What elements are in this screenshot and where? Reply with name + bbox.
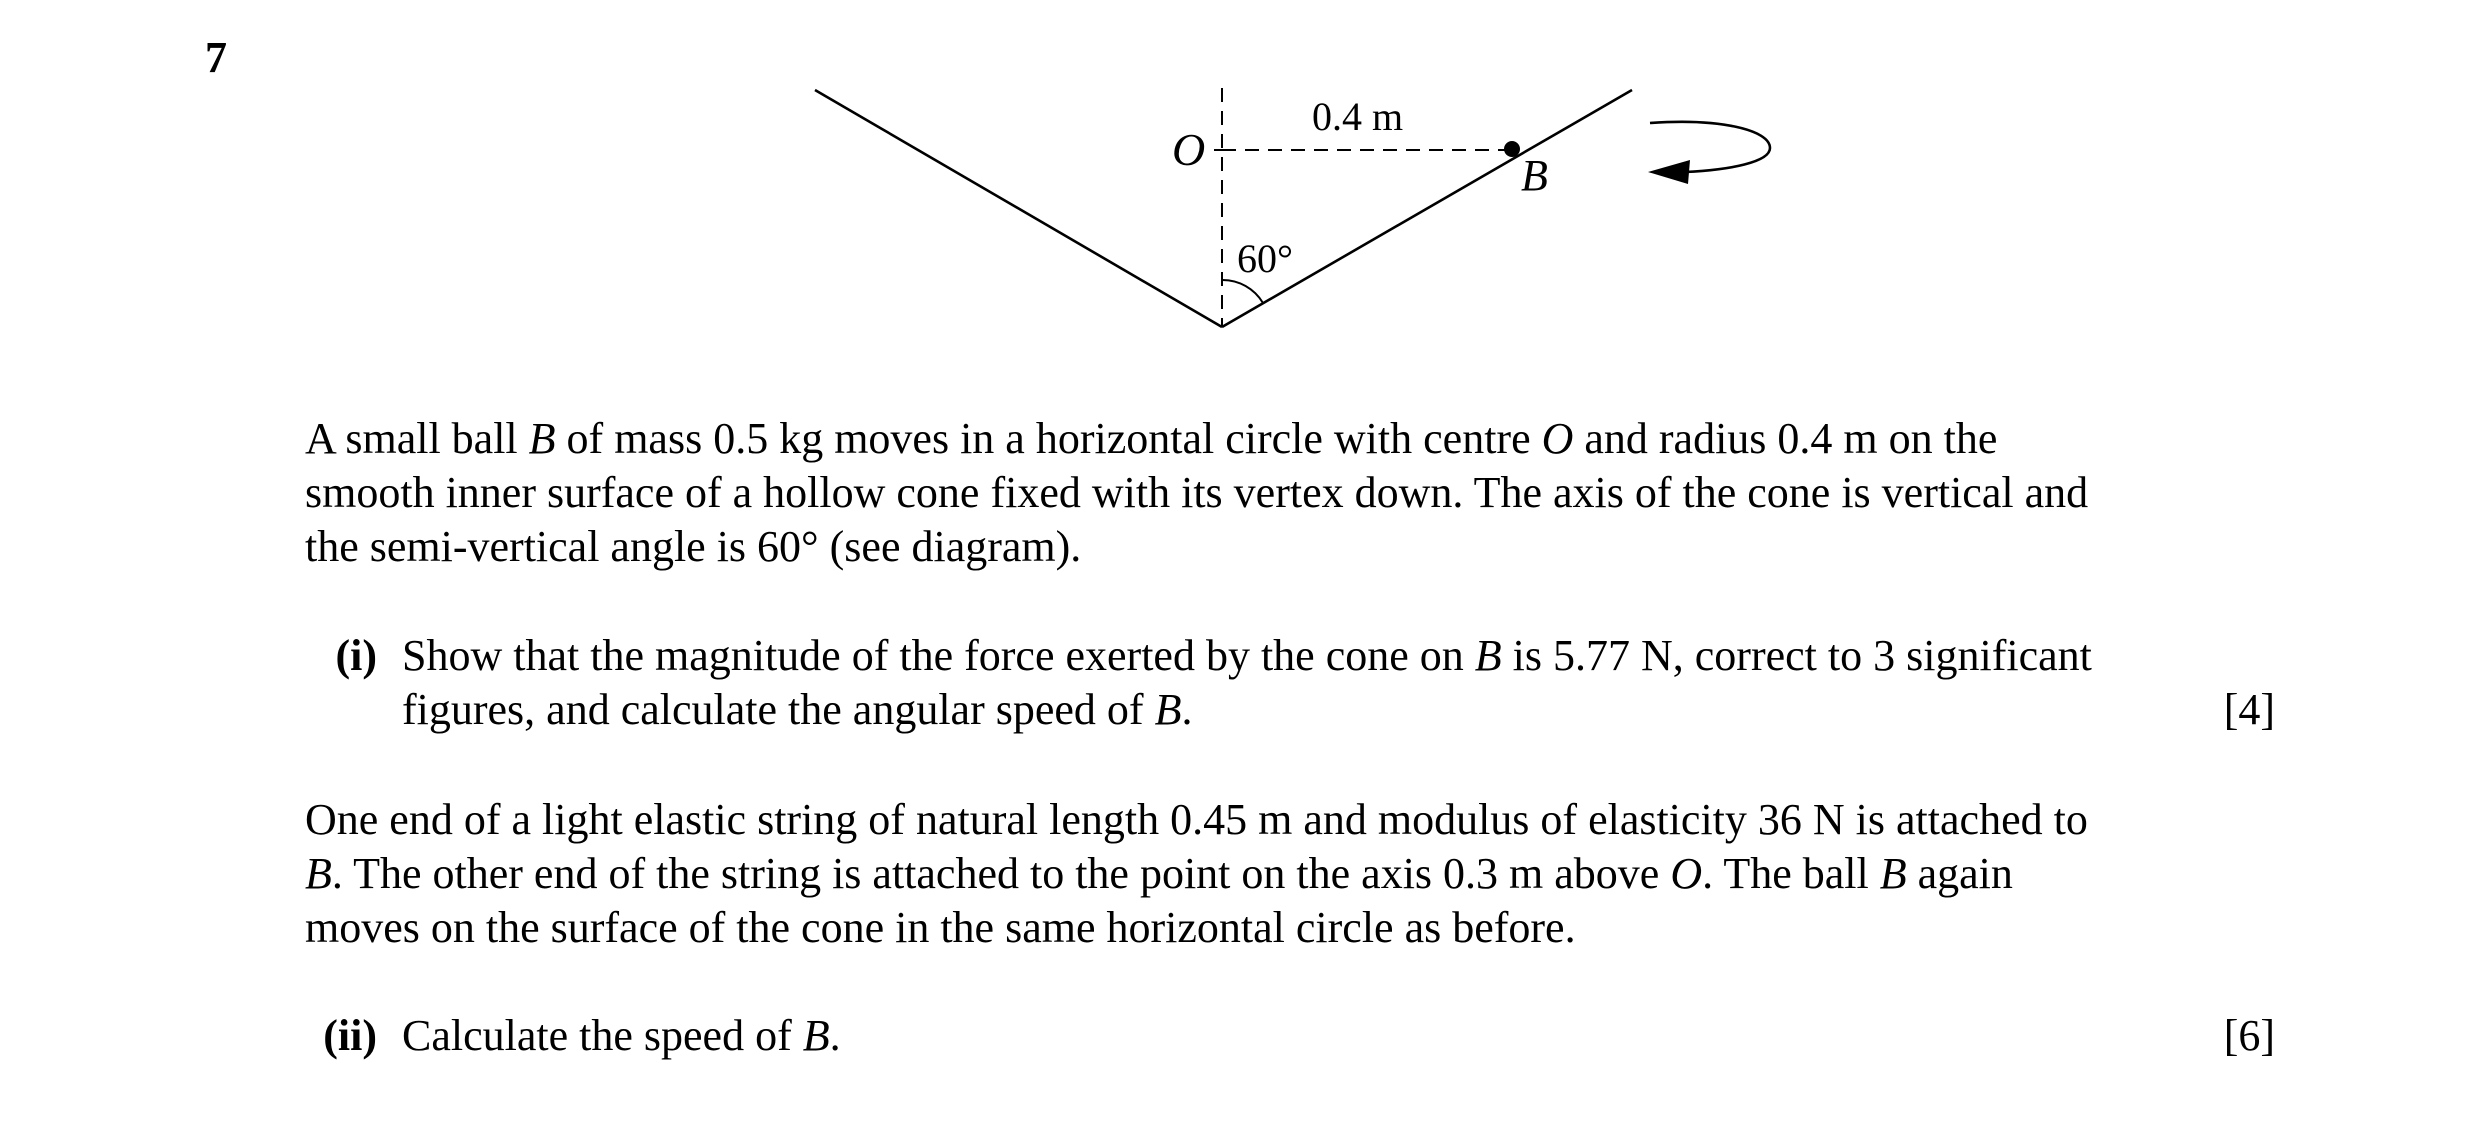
part-ii-text: Calculate the speed of B. [402, 1011, 841, 1060]
middle-line-3: moves on the surface of the cone in the same horizontal circle as before. [305, 903, 1576, 952]
label-o: O [1172, 124, 1206, 175]
question-number: 7 [205, 33, 227, 82]
part-i-marks: [4] [2223, 685, 2275, 734]
angle-arc [1222, 280, 1263, 303]
arrow-head-icon [1648, 160, 1690, 184]
cone-diagram [0, 0, 2480, 380]
part-i-line-2: figures, and calculate the angular speed of B. [402, 685, 1193, 734]
middle-line-1: One end of a light elastic string of natural length 0.45 m and modulus of elasticity 36 N is attached to [305, 795, 2088, 844]
part-ii [305, 1009, 2275, 1063]
part-i-text [402, 629, 2275, 737]
intro-line-2: smooth inner surface of a hollow cone fixed with its vertex down. The axis of the cone is vertical and [305, 468, 2089, 517]
label-b: B [1521, 151, 1548, 200]
part-ii-label: (ii) [323, 1011, 377, 1060]
cone-left-side [815, 90, 1222, 327]
part-i-label: (i) [335, 631, 377, 680]
intro-line-1: A small ball B of mass 0.5 kg moves in a horizontal circle with centre O and radius 0.4 m on the [305, 414, 1998, 463]
part-ii-marks: [6] [2223, 1011, 2275, 1060]
intro-paragraph [305, 412, 2275, 574]
cone-right-side [1222, 90, 1632, 327]
label-radius: 0.4 m [1312, 94, 1404, 139]
middle-paragraph [305, 793, 2275, 955]
rotation-arrow-icon [1650, 122, 1770, 172]
label-angle: 60° [1237, 236, 1293, 281]
intro-line-3: the semi-vertical angle is 60° (see diagram). [305, 522, 1082, 571]
ball-b [1504, 141, 1520, 157]
middle-line-2: B. The other end of the string is attached to the point on the axis 0.3 m above O. The ball B again [305, 849, 2013, 898]
part-i-line-1: Show that the magnitude of the force exerted by the cone on B is 5.77 N, correct to 3 significant [402, 631, 2092, 680]
part-i [305, 629, 2275, 737]
